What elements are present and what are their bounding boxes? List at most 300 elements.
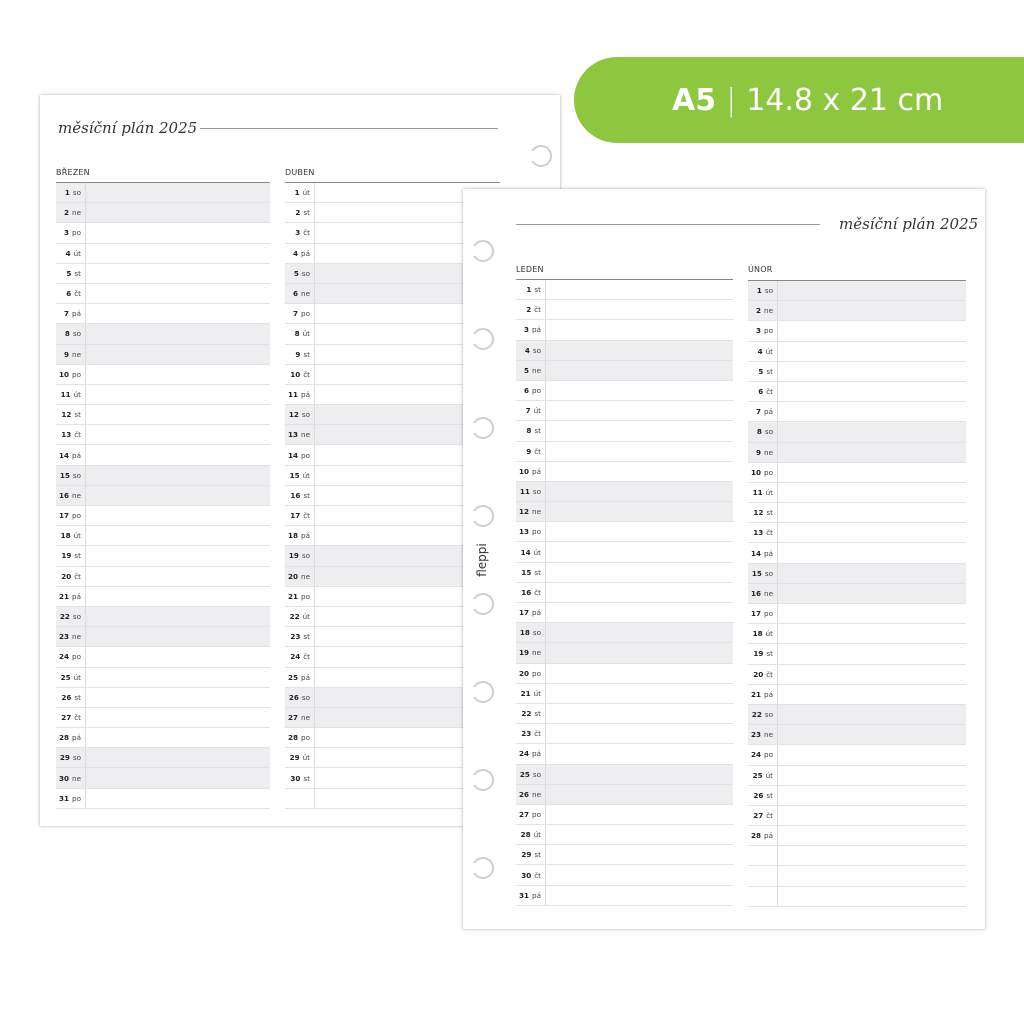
- weekday-abbr: čt: [303, 228, 310, 238]
- binder-hole: [472, 328, 494, 350]
- day-label: [285, 506, 315, 525]
- day-label: [285, 768, 315, 787]
- day-row[interactable]: [748, 806, 966, 826]
- day-number: 24: [59, 652, 70, 662]
- day-label: [748, 624, 778, 643]
- day-label: [516, 724, 546, 743]
- day-row[interactable]: [516, 341, 733, 361]
- day-number: 18: [752, 629, 763, 639]
- month-heading: BŘEZEN: [56, 168, 90, 177]
- day-row[interactable]: [516, 300, 733, 320]
- day-row[interactable]: [516, 724, 733, 744]
- day-number: 12: [288, 410, 299, 420]
- day-row[interactable]: [748, 826, 966, 846]
- day-label: [748, 846, 778, 865]
- weekday-abbr: st: [534, 426, 541, 436]
- day-row[interactable]: [516, 603, 733, 623]
- weekday-abbr: čt: [74, 712, 81, 722]
- day-row[interactable]: [56, 546, 270, 566]
- weekday-abbr: so: [764, 568, 773, 578]
- day-row[interactable]: [516, 401, 733, 421]
- day-row[interactable]: [516, 442, 733, 462]
- day-row[interactable]: [748, 665, 966, 685]
- weekday-abbr: st: [534, 285, 541, 295]
- day-number: 19: [61, 551, 72, 561]
- day-label: [748, 362, 778, 381]
- day-row[interactable]: [516, 542, 733, 562]
- weekday-abbr: pá: [532, 608, 541, 618]
- day-number: 26: [519, 789, 530, 799]
- day-label: [748, 786, 778, 805]
- day-row[interactable]: [516, 664, 733, 684]
- weekday-abbr: ne: [532, 648, 541, 658]
- day-label: [748, 422, 778, 441]
- day-row[interactable]: [748, 443, 966, 463]
- day-label: [56, 324, 86, 343]
- day-row[interactable]: [516, 684, 733, 704]
- day-number: 21: [520, 688, 531, 698]
- weekday-abbr: po: [532, 527, 541, 537]
- day-row[interactable]: [56, 284, 270, 304]
- day-label: [748, 665, 778, 684]
- weekday-abbr: ne: [301, 712, 310, 722]
- day-row[interactable]: [748, 705, 966, 725]
- weekday-abbr: út: [533, 688, 541, 698]
- day-label: [748, 321, 778, 340]
- weekday-abbr: st: [303, 490, 310, 500]
- weekday-abbr: st: [766, 790, 773, 800]
- day-label: [56, 425, 86, 444]
- day-row[interactable]: [516, 482, 733, 502]
- day-row[interactable]: [748, 564, 966, 584]
- month-column-january: [516, 261, 733, 921]
- day-row[interactable]: [748, 725, 966, 745]
- day-label: [56, 466, 86, 485]
- day-label: [748, 866, 778, 885]
- day-row[interactable]: [748, 584, 966, 604]
- day-row[interactable]: [516, 583, 733, 603]
- day-row[interactable]: [56, 425, 270, 445]
- day-row[interactable]: [516, 623, 733, 643]
- day-label: [285, 264, 315, 283]
- day-number: 11: [752, 487, 763, 497]
- day-row[interactable]: [748, 786, 966, 806]
- weekday-abbr: ne: [764, 730, 773, 740]
- day-row[interactable]: [56, 647, 270, 667]
- day-number: 2: [526, 305, 532, 315]
- day-row[interactable]: [516, 785, 733, 805]
- day-row[interactable]: [56, 789, 270, 809]
- day-list: [56, 183, 270, 809]
- binder-hole: [472, 505, 494, 527]
- weekday-abbr: út: [533, 406, 541, 416]
- day-row[interactable]: [516, 744, 733, 764]
- day-label: [516, 765, 546, 784]
- weekday-abbr: ne: [72, 349, 81, 359]
- day-label: [516, 744, 546, 763]
- day-label: [56, 526, 86, 545]
- day-label: [56, 385, 86, 404]
- day-number: 28: [751, 831, 762, 841]
- day-number: 23: [290, 632, 301, 642]
- day-label: [285, 526, 315, 545]
- day-row[interactable]: [56, 688, 270, 708]
- weekday-abbr: st: [766, 508, 773, 518]
- weekday-abbr: st: [766, 649, 773, 659]
- day-label: [516, 522, 546, 541]
- day-label: [285, 789, 315, 808]
- day-row[interactable]: [56, 183, 270, 203]
- weekday-abbr: po: [301, 450, 310, 460]
- day-row[interactable]: [56, 466, 270, 486]
- day-label: [748, 604, 778, 623]
- day-label: [748, 705, 778, 724]
- day-row[interactable]: [516, 643, 733, 663]
- day-row[interactable]: [748, 523, 966, 543]
- day-label: [285, 728, 315, 747]
- day-label: [516, 664, 546, 683]
- day-label: [56, 708, 86, 727]
- day-row[interactable]: [56, 526, 270, 546]
- day-number: 3: [756, 326, 762, 336]
- day-number: 13: [519, 527, 530, 537]
- day-row[interactable]: [748, 745, 966, 765]
- day-number: 14: [751, 548, 762, 558]
- weekday-abbr: so: [764, 427, 773, 437]
- weekday-abbr: čt: [534, 729, 541, 739]
- brand-logo: fleppi: [474, 543, 489, 577]
- day-label: [516, 563, 546, 582]
- day-number: 27: [519, 809, 530, 819]
- month-heading: LEDEN: [516, 265, 544, 274]
- day-label: [516, 785, 546, 804]
- weekday-abbr: ne: [301, 289, 310, 299]
- weekday-abbr: čt: [74, 289, 81, 299]
- day-row[interactable]: [516, 381, 733, 401]
- day-label: [285, 587, 315, 606]
- day-row[interactable]: [516, 320, 733, 340]
- day-list: [748, 281, 966, 907]
- weekday-abbr: so: [764, 286, 773, 296]
- weekday-abbr: po: [764, 750, 773, 760]
- day-number: 2: [64, 208, 70, 218]
- month-column-march: [56, 165, 270, 805]
- weekday-abbr: čt: [74, 571, 81, 581]
- weekday-abbr: po: [72, 511, 81, 521]
- day-label: [285, 304, 315, 323]
- day-row[interactable]: [56, 748, 270, 768]
- weekday-abbr: so: [301, 410, 310, 420]
- day-label: [56, 567, 86, 586]
- day-number: 23: [521, 729, 532, 739]
- day-label: [285, 445, 315, 464]
- weekday-abbr: pá: [764, 407, 773, 417]
- day-number: 5: [524, 365, 530, 375]
- binder-hole: [472, 240, 494, 262]
- weekday-abbr: so: [764, 710, 773, 720]
- day-row[interactable]: [56, 627, 270, 647]
- weekday-abbr: ne: [532, 507, 541, 517]
- day-label: [56, 789, 86, 808]
- day-row[interactable]: [56, 405, 270, 425]
- day-row[interactable]: [516, 421, 733, 441]
- day-row[interactable]: [56, 304, 270, 324]
- day-label: [56, 647, 86, 666]
- day-row[interactable]: [748, 624, 966, 644]
- weekday-abbr: pá: [72, 309, 81, 319]
- day-number: 5: [293, 268, 299, 278]
- day-number: 14: [59, 450, 70, 460]
- day-label: [56, 607, 86, 626]
- title-rule: [516, 224, 820, 225]
- day-row[interactable]: [748, 342, 966, 362]
- day-row[interactable]: [748, 503, 966, 523]
- day-row[interactable]: [56, 506, 270, 526]
- day-label: [285, 627, 315, 646]
- day-label: [56, 405, 86, 424]
- day-label: [748, 745, 778, 764]
- weekday-abbr: so: [301, 268, 310, 278]
- day-number: 17: [59, 511, 70, 521]
- day-label: [285, 607, 315, 626]
- day-row[interactable]: [748, 604, 966, 624]
- weekday-abbr: čt: [766, 387, 773, 397]
- size-badge: [574, 57, 1024, 143]
- day-label: [516, 886, 546, 905]
- day-number: 30: [290, 773, 301, 783]
- binder-hole: [472, 681, 494, 703]
- day-label: [56, 486, 86, 505]
- weekday-abbr: st: [534, 567, 541, 577]
- day-number: 23: [751, 730, 762, 740]
- day-label: [56, 345, 86, 364]
- day-number: 10: [59, 369, 70, 379]
- day-row[interactable]: [56, 668, 270, 688]
- day-row[interactable]: [516, 825, 733, 845]
- day-row[interactable]: [748, 422, 966, 442]
- day-row[interactable]: [56, 264, 270, 284]
- day-number: 24: [751, 750, 762, 760]
- day-number: 11: [519, 486, 530, 496]
- day-row[interactable]: [748, 321, 966, 341]
- day-number: 26: [61, 692, 72, 702]
- weekday-abbr: so: [532, 769, 541, 779]
- day-number: 13: [61, 430, 72, 440]
- day-row[interactable]: [748, 766, 966, 786]
- day-row[interactable]: [748, 866, 966, 886]
- day-row[interactable]: [56, 203, 270, 223]
- day-row[interactable]: [516, 361, 733, 381]
- day-row[interactable]: [56, 728, 270, 748]
- weekday-abbr: pá: [764, 831, 773, 841]
- day-number: 29: [289, 753, 300, 763]
- day-number: 13: [753, 528, 764, 538]
- weekday-abbr: st: [303, 349, 310, 359]
- page-title: měsíční plán 2025: [58, 119, 198, 137]
- day-label: [56, 587, 86, 606]
- day-row[interactable]: [56, 345, 270, 365]
- day-number: 18: [288, 531, 299, 541]
- weekday-abbr: út: [73, 531, 81, 541]
- weekday-abbr: st: [766, 366, 773, 376]
- day-label: [56, 183, 86, 202]
- day-row[interactable]: [56, 768, 270, 788]
- day-row[interactable]: [748, 543, 966, 563]
- day-row[interactable]: [516, 704, 733, 724]
- day-row[interactable]: [748, 281, 966, 301]
- weekday-abbr: pá: [72, 591, 81, 601]
- weekday-abbr: so: [72, 470, 81, 480]
- day-label: [748, 483, 778, 502]
- weekday-abbr: pá: [301, 672, 310, 682]
- day-number: 27: [61, 712, 72, 722]
- day-row[interactable]: [748, 382, 966, 402]
- weekday-abbr: pá: [532, 466, 541, 476]
- day-label: [56, 445, 86, 464]
- day-number: 20: [519, 668, 530, 678]
- weekday-abbr: ne: [72, 490, 81, 500]
- day-row[interactable]: [516, 522, 733, 542]
- day-label: [56, 688, 86, 707]
- weekday-abbr: ne: [764, 447, 773, 457]
- day-number: 24: [290, 652, 301, 662]
- weekday-abbr: pá: [532, 749, 541, 759]
- day-label: [285, 425, 315, 444]
- day-row[interactable]: [516, 765, 733, 785]
- day-row[interactable]: [516, 563, 733, 583]
- day-label: [285, 183, 315, 202]
- day-number: 8: [294, 329, 300, 339]
- day-label: [516, 482, 546, 501]
- day-label: [56, 264, 86, 283]
- day-row[interactable]: [748, 644, 966, 664]
- weekday-abbr: ne: [72, 208, 81, 218]
- weekday-abbr: st: [74, 692, 81, 702]
- weekday-abbr: čt: [303, 369, 310, 379]
- day-number: 17: [519, 608, 530, 618]
- weekday-abbr: po: [72, 652, 81, 662]
- weekday-abbr: pá: [72, 733, 81, 743]
- weekday-abbr: ne: [764, 588, 773, 598]
- binder-hole: [472, 769, 494, 791]
- day-number: 3: [64, 228, 70, 238]
- weekday-abbr: čt: [534, 446, 541, 456]
- day-number: 12: [753, 508, 764, 518]
- day-row[interactable]: [748, 301, 966, 321]
- day-number: 19: [519, 648, 530, 658]
- day-number: 12: [61, 410, 72, 420]
- day-row[interactable]: [56, 708, 270, 728]
- day-number: 30: [521, 870, 532, 880]
- day-row[interactable]: [748, 846, 966, 866]
- day-number: 25: [288, 672, 299, 682]
- weekday-abbr: út: [533, 830, 541, 840]
- weekday-abbr: po: [532, 809, 541, 819]
- day-row[interactable]: [56, 567, 270, 587]
- day-row[interactable]: [56, 607, 270, 627]
- day-number: 6: [758, 387, 764, 397]
- month-heading: DUBEN: [285, 168, 315, 177]
- day-row[interactable]: [516, 280, 733, 300]
- day-number: 9: [64, 349, 70, 359]
- day-row[interactable]: [516, 502, 733, 522]
- day-number: 21: [59, 591, 70, 601]
- day-row[interactable]: [56, 587, 270, 607]
- day-number: 8: [526, 426, 532, 436]
- day-label: [748, 543, 778, 562]
- day-row[interactable]: [516, 886, 733, 906]
- day-label: [748, 443, 778, 462]
- day-number: 13: [288, 430, 299, 440]
- weekday-abbr: st: [534, 850, 541, 860]
- day-label: [285, 203, 315, 222]
- weekday-abbr: po: [72, 793, 81, 803]
- day-label: [56, 244, 86, 263]
- day-number: 26: [288, 692, 299, 702]
- day-row[interactable]: [56, 324, 270, 344]
- day-number: 27: [753, 810, 764, 820]
- weekday-abbr: po: [532, 668, 541, 678]
- day-number: 20: [61, 571, 72, 581]
- day-row[interactable]: [56, 365, 270, 385]
- day-label: [56, 365, 86, 384]
- day-label: [56, 304, 86, 323]
- day-label: [516, 865, 546, 884]
- day-row[interactable]: [56, 486, 270, 506]
- day-row[interactable]: [516, 462, 733, 482]
- weekday-abbr: út: [533, 547, 541, 557]
- day-label: [56, 546, 86, 565]
- weekday-abbr: út: [302, 753, 310, 763]
- weekday-abbr: po: [301, 591, 310, 601]
- badge-separator: |: [726, 82, 737, 118]
- day-row[interactable]: [516, 865, 733, 885]
- day-row[interactable]: [56, 445, 270, 465]
- day-row[interactable]: [748, 887, 966, 907]
- day-number: 9: [756, 447, 762, 457]
- size-label: A5: [672, 82, 717, 118]
- day-label: [516, 623, 546, 642]
- binder-hole: [472, 593, 494, 615]
- day-row[interactable]: [748, 463, 966, 483]
- day-label: [516, 684, 546, 703]
- day-label: [285, 223, 315, 242]
- day-row[interactable]: [748, 685, 966, 705]
- day-number: 17: [290, 511, 301, 521]
- day-number: 15: [59, 470, 70, 480]
- day-row[interactable]: [516, 845, 733, 865]
- day-number: 22: [521, 709, 532, 719]
- day-number: 16: [290, 490, 301, 500]
- weekday-abbr: ne: [301, 571, 310, 581]
- weekday-abbr: so: [301, 692, 310, 702]
- day-row[interactable]: [748, 402, 966, 422]
- day-number: 6: [293, 289, 299, 299]
- day-row[interactable]: [748, 362, 966, 382]
- day-row[interactable]: [56, 385, 270, 405]
- day-label: [748, 402, 778, 421]
- day-number: 14: [288, 450, 299, 460]
- day-label: [748, 281, 778, 300]
- day-row[interactable]: [748, 483, 966, 503]
- day-row[interactable]: [56, 244, 270, 264]
- day-label: [748, 725, 778, 744]
- weekday-abbr: pá: [301, 248, 310, 258]
- day-number: 16: [521, 587, 532, 597]
- day-row[interactable]: [56, 223, 270, 243]
- day-row[interactable]: [516, 805, 733, 825]
- day-number: 6: [66, 289, 72, 299]
